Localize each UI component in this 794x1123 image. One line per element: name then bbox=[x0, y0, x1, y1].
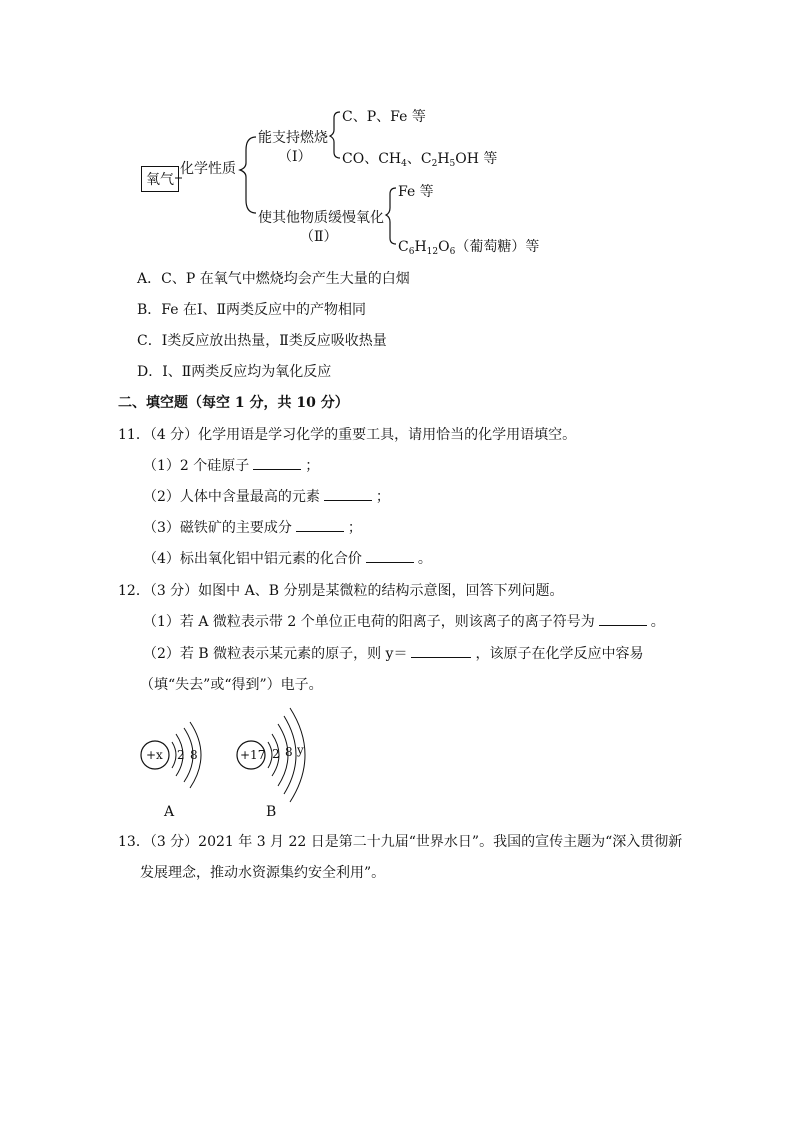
q11-part2: （2）人体中含量最高的元素 ； bbox=[143, 489, 390, 505]
q11-part4: （4）标出氧化铝中铝元素的化合价 。 bbox=[143, 551, 432, 567]
option-c: C．Ⅰ类反应放出热量，Ⅱ类反应吸收热量 bbox=[137, 333, 387, 349]
q12-part2-line2: （填“失去”或“得到”）电子。 bbox=[140, 677, 323, 693]
section-heading: 二、填空题（每空 1 分，共 10 分） bbox=[118, 395, 349, 411]
group2-item2: $C_6H_{12}O_6$（葡萄糖）等 bbox=[398, 239, 540, 257]
atom-a-shell-1: 2 bbox=[177, 748, 185, 762]
atom-b-shell-3: y bbox=[297, 743, 304, 757]
atom-a-shell-2: 8 bbox=[190, 748, 198, 762]
atom-b-nucleus-label: +17 bbox=[240, 748, 266, 762]
q12-part1: （1）若 A 微粒表示带 2 个单位正电荷的阳离子，则该离子的离子符号为 。 bbox=[143, 614, 665, 630]
option-a: A．C、P 在氧气中燃烧均会产生大量的白烟 bbox=[137, 271, 410, 287]
oxygen-root-label: 氧气 bbox=[146, 172, 174, 188]
group1-item1: C、P、Fe 等 bbox=[342, 109, 426, 125]
q13-stem-line2: 发展理念，推动水资源集约安全利用”。 bbox=[140, 865, 386, 881]
q11-stem: 11．（4 分）化学用语是学习化学的重要工具，请用恰当的化学用语填空。 bbox=[118, 427, 577, 443]
atom-b-shell-1: 2 bbox=[272, 747, 280, 761]
option-b: B．Fe 在Ⅰ、Ⅱ两类反应中的产物相同 bbox=[137, 302, 367, 318]
group2-item1: Fe 等 bbox=[398, 184, 434, 200]
atom-b-label: B bbox=[266, 804, 277, 820]
group1-mark: （Ⅰ） bbox=[278, 149, 312, 165]
q12-stem: 12．（3 分）如图中 A、B 分别是某微粒的结构示意图，回答下列问题。 bbox=[118, 583, 564, 599]
chemical-property-label: 化学性质 bbox=[180, 161, 236, 177]
q11-part3: （3）磁铁矿的主要成分 ； bbox=[143, 520, 362, 536]
group2-mark: （Ⅱ） bbox=[300, 229, 338, 245]
atom-a-label: A bbox=[164, 804, 175, 820]
option-d: D．Ⅰ、Ⅱ两类反应均为氧化反应 bbox=[137, 364, 332, 380]
q11-part1: （1）2 个硅原子 ； bbox=[143, 458, 320, 474]
atom-b-shell-2: 8 bbox=[285, 745, 293, 759]
group1-item2: CO、$CH_4$、$C_2H_5OH$ 等 bbox=[342, 151, 498, 169]
q13-stem-line1: 13．（3 分）2021 年 3 月 22 日是第二十九届“世界水日”。我国的宣传主题为“深入贯彻新 bbox=[118, 834, 683, 850]
group2-label: 使其他物质缓慢氧化 bbox=[258, 210, 384, 226]
q12-part2: （2）若 B 微粒表示某元素的原子，则 y＝ ，该原子在化学反应中容易 bbox=[143, 646, 644, 662]
atom-a-nucleus-label: +x bbox=[146, 748, 163, 762]
group1-label: 能支持燃烧 bbox=[258, 130, 328, 146]
